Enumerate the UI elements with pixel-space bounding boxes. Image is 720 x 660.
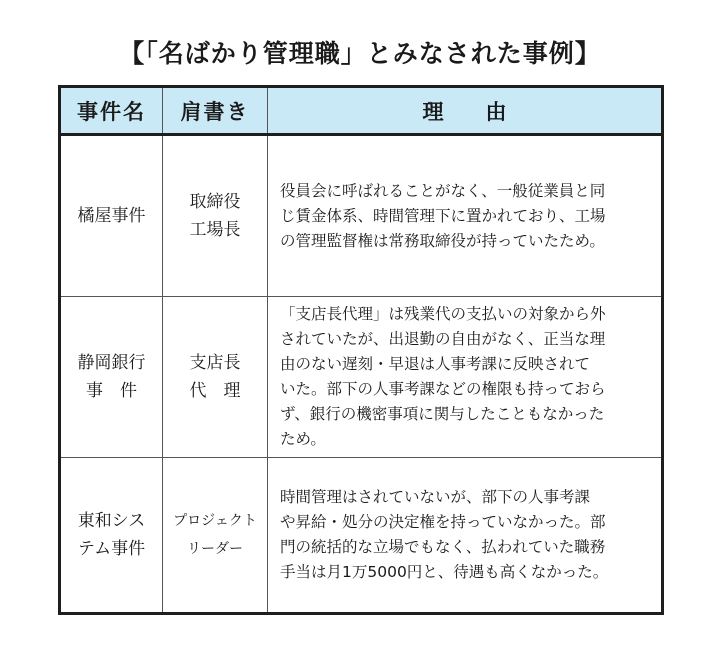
- reason-text: 役員会に呼ばれることがなく、一般従業員と同 じ賃金体系、時間管理下に置かれており、工場 の管理監督権は常務取締役が持っていたため。: [280, 181, 606, 250]
- case-name: 橘屋事件: [77, 206, 146, 226]
- position-cell: [163, 297, 268, 457]
- table-row: [61, 297, 661, 458]
- case-name: 東和シス テム事件: [77, 511, 146, 559]
- cases-table: [58, 85, 664, 615]
- reason-cell: [268, 136, 661, 296]
- reason-text: 「支店長代理」は残業代の支払いの対象から外 されていたが、出退勤の自由がなく、正当な理 由のない遅刻・早退は人事考課に反映されて いた。部下の人事考課などの権限も持っておら ず、銀行の機密事項に関与したこともなかった ため。: [280, 305, 606, 448]
- table-row: [61, 458, 661, 612]
- header-reason-label: 理 由: [422, 99, 507, 124]
- case-name-cell: [61, 297, 163, 457]
- reason-cell: [268, 458, 661, 612]
- reason-cell: [268, 297, 661, 457]
- position-cell: [163, 458, 268, 612]
- header-position: 肩書き: [163, 88, 268, 133]
- case-name: 静岡銀行 事 件: [77, 353, 146, 401]
- reason-text: 時間管理はされていないが、部下の人事考課 や昇給・処分の決定権を持っていなかった。部 門の統括的な立場でもなく、払われていた職務 手当は月1万5000円と、待遇も高くなかった。: [280, 488, 609, 581]
- page-title: 【「名ばかり管理職」とみなされた事例】: [119, 39, 601, 68]
- table-header-row: [61, 88, 661, 136]
- position-title: プロジェクト リーダー: [173, 513, 257, 557]
- position-title: 支店長 代 理: [189, 353, 241, 401]
- position-title: 取締役 工場長: [189, 192, 241, 240]
- case-name-cell: [61, 458, 163, 612]
- case-name-cell: [61, 136, 163, 296]
- table-row: [61, 136, 661, 297]
- header-reason: [268, 88, 661, 133]
- position-cell: [163, 136, 268, 296]
- header-case-name: 事件名: [61, 88, 163, 133]
